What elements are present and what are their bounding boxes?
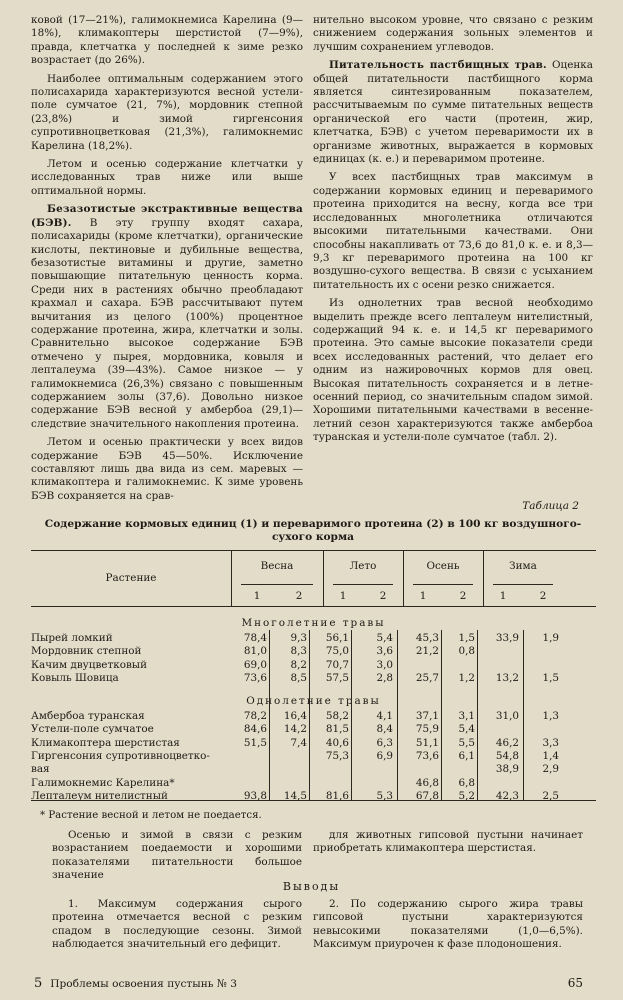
table-cell: 21,2: [415, 645, 439, 658]
section-perennial: Многолетние травы: [241, 617, 386, 629]
table-cell: 1,9: [542, 632, 559, 644]
table-cell: 14,2: [283, 723, 307, 736]
table-cell: 6,8: [458, 776, 475, 789]
table-bottom-rule: [31, 800, 596, 801]
table-cell: 93,8: [243, 789, 267, 802]
table-top-rule: [31, 550, 596, 551]
table-cell: 37,1: [415, 710, 439, 722]
table-row: [31, 710, 596, 723]
sub-header-2: 2: [295, 590, 303, 602]
plant-name: Ковыль Шовица: [31, 671, 119, 684]
table-divider: [231, 550, 232, 606]
table-cell: 16,4: [283, 710, 307, 722]
table-cell: 1,5: [542, 671, 559, 684]
bev-heading: Безазотистые экстрактивные вещества (БЭВ).: [31, 203, 303, 229]
table-title: Содержание кормовых единиц (1) и переваримого протеина (2) в 100 кг воздушного-сухого корма: [44, 518, 582, 543]
table-row: [31, 737, 596, 750]
table-cell: 31,0: [495, 710, 519, 722]
paragraph: ковой (17—21%), галимокнемиса Карелина (9—18%), климакоптеры шерстистой (7—9%), правда, клетчатка у последней к зиме резко возрастает (до 26%).: [31, 14, 303, 67]
table-cell: 3,0: [376, 658, 393, 671]
table-row: [31, 632, 596, 645]
table-cell: 5,4: [458, 723, 475, 736]
table-cell: 2,5: [542, 789, 559, 802]
table-cell: 6,9: [376, 749, 393, 762]
table-row: [31, 672, 596, 685]
sub-header-2: 2: [539, 590, 547, 602]
table-cell: 5,2: [458, 789, 475, 802]
table-cell: 73,6: [243, 671, 267, 684]
table-cell: 7,4: [290, 736, 307, 749]
table-cell: 84,6: [243, 723, 267, 736]
table-cell: 38,9: [495, 763, 519, 776]
page-footer-left: [34, 976, 237, 991]
table-cell: 81,5: [325, 723, 349, 736]
sub-header-1: 1: [339, 590, 347, 602]
table-cell: 73,6: [415, 749, 439, 762]
bev-text: В эту группу входят сахара, полисахариды (кроме клетчатки), органические кислоты, пектиновые и дубильные вещества, безазотистые витамины и другие, заметно повышающие питательную ценность корма. Среди них в растениях обычно преобладают крахмал и сахара. БЭВ рассчитывают путем вычитания из целого (100%) процентное содержание протеина, жира, клетчатки и золы. Сравнительно высокое содержание БЭВ отмечено у пырея, мордовника, ковыля и лепталеума (39—43%). Самое низкое — у галимокнемиса (26,3%) связано с повышенным содержанием золы (37,6). Довольно низкое содержание БЭВ весной у амбербоа (29,1)—следствие значительного накопления протеина.: [31, 216, 303, 430]
pit-text: Оценка общей питательности пастбищного корма является синтезированным показателем, рассчитываемым по сумме питательных веществ органической его части (протеин, жир, клетчатка, БЭВ) с учетом переваримости их в организме животных, выражается в кормовых единицах (к. е.) и переваримом протеине.: [313, 59, 593, 166]
table-cell: 1,2: [458, 671, 475, 684]
plant-name: Гиргенсония супротивноцветко-: [31, 749, 210, 762]
paragraph: Осенью и зимой в связи с резким возрастанием поедаемости и хорошими показателями питательности большое значение: [52, 829, 302, 882]
table-row: [31, 645, 596, 658]
bottom-right-text: [313, 829, 583, 856]
table-cell: 69,0: [243, 658, 267, 671]
table-cell: 78,2: [243, 710, 267, 722]
table-cell: 3,6: [376, 645, 393, 658]
sub-header-1: 1: [253, 590, 261, 602]
plant-name: Лепталеум нителистный: [31, 789, 168, 802]
table-row: [31, 763, 596, 776]
table-cell: 81,6: [325, 789, 349, 802]
table-subrule: [333, 584, 393, 585]
table-cell: 54,8: [495, 749, 519, 762]
table-cell: 75,3: [325, 749, 349, 762]
table-cell: 56,1: [325, 632, 349, 644]
right-column: [313, 14, 593, 450]
paragraph: нительно высоком уровне, что связано с резким снижением содержания зольных элементов и лучшим сохранением углеводов.: [313, 14, 593, 53]
table-row: [31, 659, 596, 672]
table-row: [31, 750, 596, 763]
plant-name: Амбербоа туранская: [31, 710, 145, 722]
table-cell: 0,8: [458, 645, 475, 658]
pit-heading: Питательность пастбищных трав.: [329, 59, 547, 72]
table-cell: 75,0: [325, 645, 349, 658]
paragraph: Из однолетних трав весной необходимо выделить прежде всего лепталеум нителистный, содержащий 94 к. е. и 14,5 кг переваримого протеина. Это самые высокие показатели среди всех исследованных растений, что делает его одним из нажировочных кормов для овец. Высокая питательность сохраняется и в летне-осенний период, со значительным спадом зимой. Хорошими питательными качествами в весенне-летний сезон характеризуются также амбербоа туранская и устели-поле сумчатое (табл. 2).: [313, 297, 593, 444]
table-cell: 2,9: [542, 763, 559, 776]
table-cell: 57,5: [325, 671, 349, 684]
conclusion-right: [313, 898, 583, 952]
plant-name: Мордовник степной: [31, 645, 142, 658]
table-footnote: * Растение весной и летом не поедается.: [40, 810, 262, 821]
table-cell: 3,1: [458, 710, 475, 722]
table-cell: 5,3: [376, 789, 393, 802]
paragraph: Летом и осенью практически у всех видов содержание БЭВ 45—50%. Исключение составляют лишь два вида из сем. маревых — климакоптера и галимокнемис. К зиме уровень БЭВ сохраняется на срав-: [31, 436, 303, 502]
plant-name: Климакоптера шерстистая: [31, 736, 180, 749]
table-cell: 1,5: [458, 632, 475, 644]
table-cell: 8,2: [290, 658, 307, 671]
table-subrule: [413, 584, 473, 585]
table-cell: 45,3: [415, 632, 439, 644]
paragraph: У всех пастбищных трав максимум в содержании кормовых единиц и переваримого протеина приходится на весну, когда все три исследованных многолетника отличаются высокими питательными качествами. Они способны накапливать от 73,6 до 81,0 к. е. и 8,3—9,3 кг переваримого протеина на 100 кг воздушно-сухого вещества. В связи с усыханием питательность их с осени резко снижается.: [313, 171, 593, 291]
table-cell: 33,9: [495, 632, 519, 644]
sub-header-1: 1: [419, 590, 427, 602]
table-cell: 3,3: [542, 736, 559, 749]
table-row: [31, 777, 596, 790]
table-cell: 78,4: [243, 632, 267, 644]
sub-header-2: 2: [459, 590, 467, 602]
sub-header-1: 1: [499, 590, 507, 602]
table-subrule: [241, 584, 313, 585]
journal-title: Проблемы освоения пустынь № 3: [50, 978, 238, 990]
paragraph: Летом и осенью содержание клетчатки у исследованных трав ниже или выше оптимальной нормы.: [31, 158, 303, 197]
table-cell: 14,5: [283, 789, 307, 802]
table-cell: 70,7: [325, 658, 349, 671]
plant-name: Устели-поле сумчатое: [31, 723, 154, 736]
table-cell: 2,8: [376, 671, 393, 684]
table-header-rule: [31, 606, 596, 607]
table-cell: 6,3: [376, 736, 393, 749]
table-cell: 9,3: [290, 632, 307, 644]
page-number: 65: [567, 976, 583, 990]
pit-paragraph: [313, 59, 593, 166]
table-cell: 1,4: [542, 749, 559, 762]
conclusions-heading: Выводы: [282, 880, 341, 893]
table-cell: 67,8: [415, 789, 439, 802]
table-cell: 40,6: [325, 736, 349, 749]
conclusion-left: [52, 898, 302, 952]
table-cell: 81,0: [243, 645, 267, 658]
plant-name: Качим двуцветковый: [31, 658, 148, 671]
table-cell: 13,2: [495, 671, 519, 684]
section-annual: Однолетние травы: [246, 695, 381, 707]
sub-header-2: 2: [379, 590, 387, 602]
table-cell: 51,1: [415, 736, 439, 749]
table-cell: 46,2: [495, 736, 519, 749]
table-cell: 46,8: [415, 776, 439, 789]
paragraph: для животных гипсовой пустыни начинает приобретать климакоптера шерстистая.: [313, 829, 583, 855]
bottom-left-text: [52, 829, 302, 883]
table-row: [31, 723, 596, 736]
table-cell: 1,3: [542, 710, 559, 722]
table-cell: 5,4: [376, 632, 393, 644]
table-cell: 8,3: [290, 645, 307, 658]
plant-name: Галимокнемис Карелина*: [31, 776, 175, 789]
table-cell: 51,5: [243, 736, 267, 749]
table-cell: 8,5: [290, 671, 307, 684]
conclusion-1: 1. Максимум содержания сырого протеина отмечается весной с резким спадом в последующие сезоны. Зимой наблюдается значительный его дефицит.: [52, 898, 302, 951]
table-cell: 4,1: [376, 710, 393, 722]
table-cell: 25,7: [415, 671, 439, 684]
table-subrule: [493, 584, 553, 585]
col-header-summer: Лето: [349, 560, 377, 572]
col-header-spring: Весна: [260, 560, 294, 572]
bev-paragraph: [31, 203, 303, 431]
col-header-winter: Зима: [509, 560, 537, 572]
col-header-autumn: Осень: [426, 560, 460, 572]
signature-mark: 5: [34, 976, 43, 991]
table-cell: 58,2: [325, 710, 349, 722]
plant-name: Пырей ломкий: [31, 632, 113, 644]
paragraph: Наиболее оптимальным содержанием этого полисахарида характеризуются весной устели-поле сумчатое (21, 7%), мордовник степной (23,8%) и зимой гиргенсония супротивноцветковая (21,3%), галимокнемис Карелина (18,2%).: [31, 72, 303, 152]
table-cell: 75,9: [415, 723, 439, 736]
left-column: [31, 14, 303, 508]
table-cell: 8,4: [376, 723, 393, 736]
table-cell: 5,5: [458, 736, 475, 749]
table-cell: 6,1: [458, 749, 475, 762]
plant-name: вая: [31, 763, 50, 776]
table-cell: 42,3: [495, 789, 519, 802]
table-label: Таблица 2: [522, 500, 579, 512]
col-header-plant: Растение: [105, 572, 157, 584]
conclusion-2: 2. По содержанию сырого жира травы гипсовой пустыни характеризуются невысокими показателями (1,0—6,5%). Максимум приурочен к фазе плодоношения.: [313, 898, 583, 951]
